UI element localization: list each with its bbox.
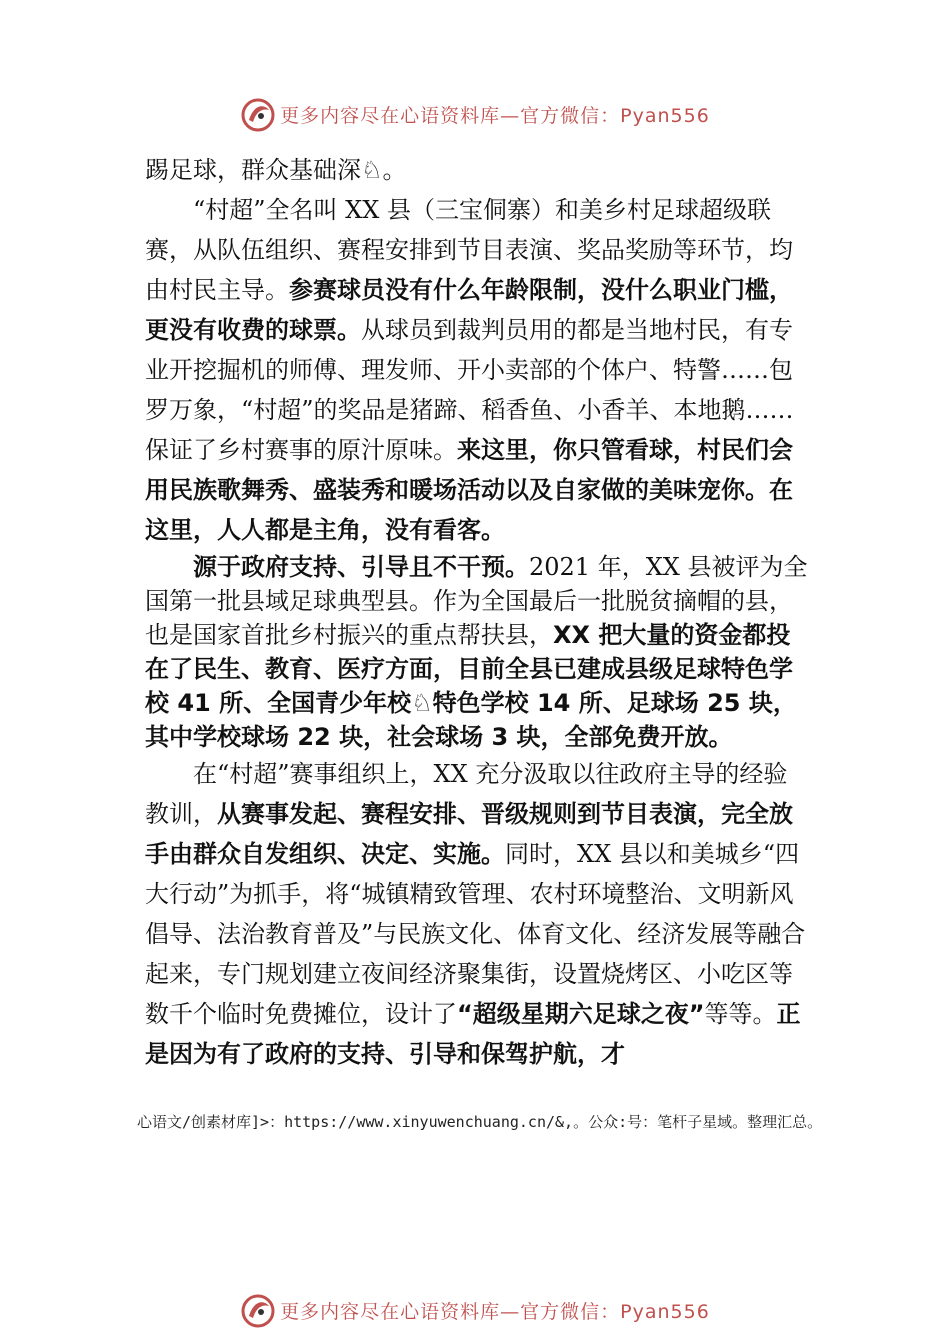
banner-text: 更多内容尽在心语资料库—官方微信：Pyan556 — [280, 1300, 710, 1323]
document-body — [145, 150, 810, 1074]
footer-banner — [0, 1290, 950, 1330]
paragraph-1: “村超”全名叫 XX 县（三宝侗寨）和美乡村足球超级联赛，从队伍组织、赛程安排到节目表演、奖品奖励等环节，均由村民主导。参赛球员没有什么年龄限制，没什么职业门槛，更没有收费的球票。从球员到裁判员用的都是当地村民，有专业开挖掘机的师傅、理发师、开小卖部的个体户、特警……包罗万象，“村超”的奖品是猪蹄、稻香鱼、小香羊、本地鹅……保证了乡村赛事的原汁原味。来这里，你只管看球，村民们会用民族歌舞秀、盛装秀和暖场活动以及自家做的美味宠你。在这里，人人都是主角，没有看客。 — [145, 196, 794, 544]
paragraph-2: 源于政府支持、引导且不干预。2021 年，XX 县被评为全国第一批县域足球典型县。作为全国最后一批脱贫摘帽的县，也是国家首批乡村振兴的重点帮扶县，XX 把大量的资金都投在了民生、教育、医疗方面，目前全县已建成县级足球特色学校 41 所、全国青少年校♘特色学校 14 所、足球场 25 块，其中学校球场 22 块，社会球场 3 块，全部免费开放。 — [145, 553, 808, 751]
source-footnote: 心语文/创素材库]>：https://www.xinyuwenchuang.cn/&,。公众:号：笔杆子星域。整理汇总。 — [137, 1113, 823, 1131]
brand-logo-icon — [240, 1292, 276, 1328]
banner-text: 更多内容尽在心语资料库—官方微信：Pyan556 — [280, 104, 710, 127]
paragraph-0: 踢足球，群众基础深♘。 — [145, 156, 407, 184]
brand-logo-icon — [240, 96, 276, 132]
header-banner — [0, 94, 950, 134]
paragraph-3: 在“村超”赛事组织上，XX 充分汲取以往政府主导的经验教训，从赛事发起、赛程安排、晋级规则到节目表演，完全放手由群众自发组织、决定、实施。同时，XX 县以和美城乡“四大行动”为抓手，将“城镇精致管理、农村环境整治、文明新风倡导、法治教育普及”与民族文化、体育文化、经济发展等融合起来，专门规划建立夜间经济聚集街，设置烧烤区、小吃区等数千个临时免费摊位，设计了“超级星期六足球之夜”等等。正是因为有了政府的支持、引导和保驾护航，才 — [145, 760, 806, 1068]
